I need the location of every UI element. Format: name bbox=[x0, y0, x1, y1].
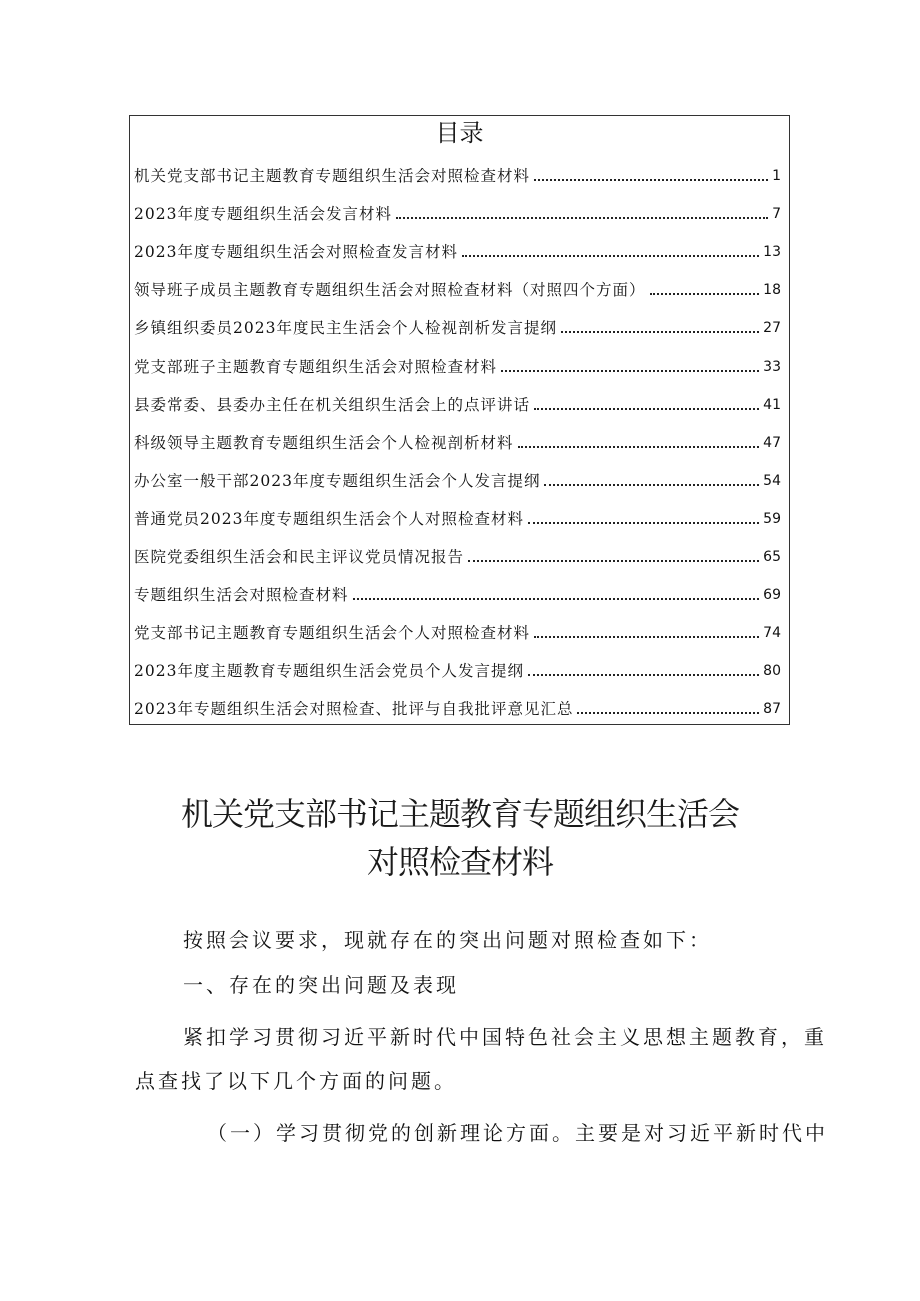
toc-entry-title: 领导班子成员主题教育专题组织生活会对照检查材料（对照四个方面） bbox=[134, 281, 646, 300]
toc-entry[interactable] bbox=[134, 696, 781, 720]
toc-entry[interactable] bbox=[134, 277, 781, 301]
toc-entry-page-number: 1 bbox=[772, 168, 781, 184]
intro-paragraph: 按照会议要求，现就存在的突出问题对照检查如下： bbox=[183, 928, 712, 952]
toc-leader-dots bbox=[501, 370, 759, 372]
toc-entry-title: 2023年度主题教育专题组织生活会党员个人发言提纲 bbox=[134, 662, 524, 681]
toc-entry-page-number: 54 bbox=[763, 472, 781, 489]
toc-entry-page-number: 80 bbox=[763, 663, 781, 680]
toc-entry[interactable] bbox=[134, 239, 781, 263]
toc-entry[interactable] bbox=[134, 582, 781, 606]
toc-leader-dots bbox=[518, 446, 760, 448]
toc-entry-title: 普通党员2023年度专题组织生活会个人对照检查材料 bbox=[134, 509, 524, 528]
toc-entry-title: 2023年度专题组织生活会发言材料 bbox=[134, 205, 392, 224]
toc-entry[interactable] bbox=[134, 468, 781, 492]
toc-leader-dots bbox=[534, 179, 768, 181]
table-of-contents bbox=[129, 115, 790, 725]
toc-leader-dots bbox=[528, 674, 759, 676]
toc-leader-dots bbox=[561, 331, 759, 333]
toc-entry-page-number: 13 bbox=[763, 244, 781, 261]
toc-leader-dots bbox=[534, 636, 759, 638]
toc-entry[interactable] bbox=[134, 658, 781, 682]
toc-entry[interactable] bbox=[134, 163, 781, 187]
toc-entry-page-number: 7 bbox=[772, 206, 781, 223]
toc-leader-dots bbox=[396, 217, 768, 219]
toc-entry-page-number: 87 bbox=[763, 701, 781, 718]
toc-entry-title: 2023年专题组织生活会对照检查、批评与自我批评意见汇总 bbox=[134, 700, 574, 719]
document-title-line-1: 机关党支部书记主题教育专题组织生活会 bbox=[180, 795, 739, 833]
toc-entry-page-number: 69 bbox=[763, 587, 781, 604]
toc-entry-page-number: 47 bbox=[763, 434, 781, 451]
toc-entry-title: 党支部班子主题教育专题组织生活会对照检查材料 bbox=[134, 357, 498, 376]
toc-entry[interactable] bbox=[134, 506, 781, 530]
toc-entry-page-number: 27 bbox=[763, 320, 781, 337]
toc-entry[interactable] bbox=[134, 392, 781, 416]
body-paragraph-line: 点查找了以下几个方面的问题。 bbox=[135, 1069, 457, 1093]
toc-leader-dots bbox=[577, 712, 759, 714]
toc-entry-title: 2023年度专题组织生活会对照检查发言材料 bbox=[134, 243, 458, 262]
toc-entry[interactable] bbox=[134, 354, 781, 378]
toc-leader-dots bbox=[534, 408, 759, 410]
toc-entry-title: 办公室一般干部2023年度专题组织生活会个人发言提纲 bbox=[134, 471, 541, 490]
toc-entry[interactable] bbox=[134, 544, 781, 568]
toc-leader-dots bbox=[544, 484, 759, 486]
toc-entry-page-number: 18 bbox=[763, 282, 781, 299]
toc-entry-title: 专题组织生活会对照检查材料 bbox=[134, 586, 349, 605]
toc-leader-dots bbox=[468, 560, 759, 562]
toc-entry-page-number: 65 bbox=[763, 549, 781, 565]
toc-entry-page-number: 33 bbox=[763, 358, 781, 375]
toc-leader-dots bbox=[462, 255, 759, 257]
toc-entry-title: 科级领导主题教育专题组织生活会个人检视剖析材料 bbox=[134, 433, 514, 452]
document-title-line-2: 对照检查材料 bbox=[366, 843, 553, 881]
toc-entry-title: 党支部书记主题教育专题组织生活会个人对照检查材料 bbox=[134, 624, 531, 643]
toc-entry-title: 县委常委、县委办主任在机关组织生活会上的点评讲话 bbox=[134, 395, 531, 414]
toc-entry-page-number: 59 bbox=[763, 510, 781, 527]
toc-entry-page-number: 41 bbox=[763, 396, 781, 413]
toc-entry[interactable] bbox=[134, 620, 781, 644]
toc-leader-dots bbox=[528, 522, 759, 524]
toc-entry-page-number: 74 bbox=[763, 625, 781, 642]
subsection-paragraph: （一）学习贯彻党的创新理论方面。主要是对习近平新时代中 bbox=[207, 1121, 828, 1145]
toc-entry[interactable] bbox=[134, 315, 781, 339]
section-heading: 一、存在的突出问题及表现 bbox=[183, 973, 459, 997]
toc-entry-title: 医院党委组织生活会和民主评议党员情况报告 bbox=[134, 548, 465, 566]
toc-entry-title: 乡镇组织委员2023年度民主生活会个人检视剖析发言提纲 bbox=[134, 319, 557, 338]
toc-entry[interactable] bbox=[134, 201, 781, 225]
toc-leader-dots bbox=[650, 293, 760, 295]
toc-title: 目录 bbox=[435, 119, 484, 147]
toc-entry-title: 机关党支部书记主题教育专题组织生活会对照检查材料 bbox=[134, 167, 531, 185]
toc-entry[interactable] bbox=[134, 430, 781, 454]
toc-leader-dots bbox=[353, 598, 760, 600]
body-paragraph-line: 紧扣学习贯彻习近平新时代中国特色社会主义思想主题教育，重 bbox=[183, 1025, 827, 1049]
